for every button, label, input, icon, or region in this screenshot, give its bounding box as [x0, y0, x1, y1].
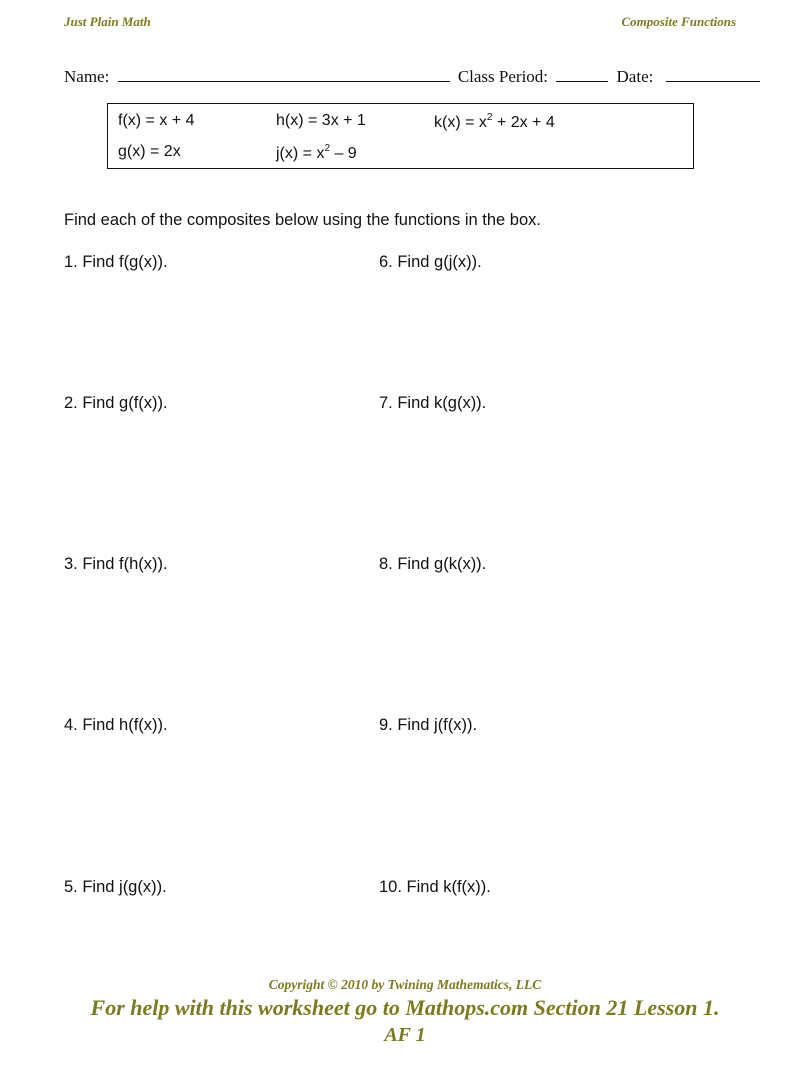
date-label: Date:: [616, 67, 654, 86]
function-f: f(x) = x + 4: [118, 112, 195, 129]
copyright-notice: Copyright © 2010 by Twining Mathematics, LLC: [268, 977, 542, 992]
class-period-blank[interactable]: [556, 67, 608, 82]
name-label: Name:: [64, 67, 110, 86]
help-link-text[interactable]: For help with this worksheet go to Mathops.com Section 21 Lesson 1.: [90, 995, 720, 1020]
problem-1: 1. Find f(g(x)).: [64, 253, 168, 271]
student-info-line: [64, 67, 764, 87]
worksheet-code: AF 1: [384, 1024, 426, 1046]
function-j-rest: – 9: [330, 145, 357, 162]
function-k: [434, 112, 555, 132]
problem-2: 2. Find g(f(x)).: [64, 394, 168, 412]
function-j-exponent: 2: [324, 143, 331, 154]
date-blank[interactable]: [666, 67, 760, 82]
problem-8: 8. Find g(k(x)).: [379, 555, 487, 573]
problem-6: 6. Find g(j(x)).: [379, 253, 482, 271]
function-definitions-box: [107, 103, 694, 169]
function-h: h(x) = 3x + 1: [276, 112, 366, 129]
problem-3: 3. Find f(h(x)).: [64, 555, 168, 573]
problem-4: 4. Find h(f(x)).: [64, 716, 168, 734]
name-blank[interactable]: [118, 67, 450, 82]
problem-7: 7. Find k(g(x)).: [379, 394, 487, 412]
instructions: Find each of the composites below using the functions in the box.: [64, 211, 541, 229]
problem-10: 10. Find k(f(x)).: [379, 878, 491, 896]
header-left-title: Just Plain Math: [64, 14, 151, 29]
function-k-base: k(x) = x: [434, 114, 487, 131]
header-right-title: Composite Functions: [621, 14, 736, 29]
class-period-label: Class Period:: [457, 67, 549, 86]
problem-5: 5. Find j(g(x)).: [64, 878, 167, 896]
problem-9: 9. Find j(f(x)).: [379, 716, 478, 734]
function-g: g(x) = 2x: [118, 143, 181, 160]
function-j: [276, 143, 357, 163]
function-j-base: j(x) = x: [276, 145, 325, 162]
function-k-rest: + 2x + 4: [492, 114, 555, 131]
function-k-exponent: 2: [486, 112, 493, 123]
